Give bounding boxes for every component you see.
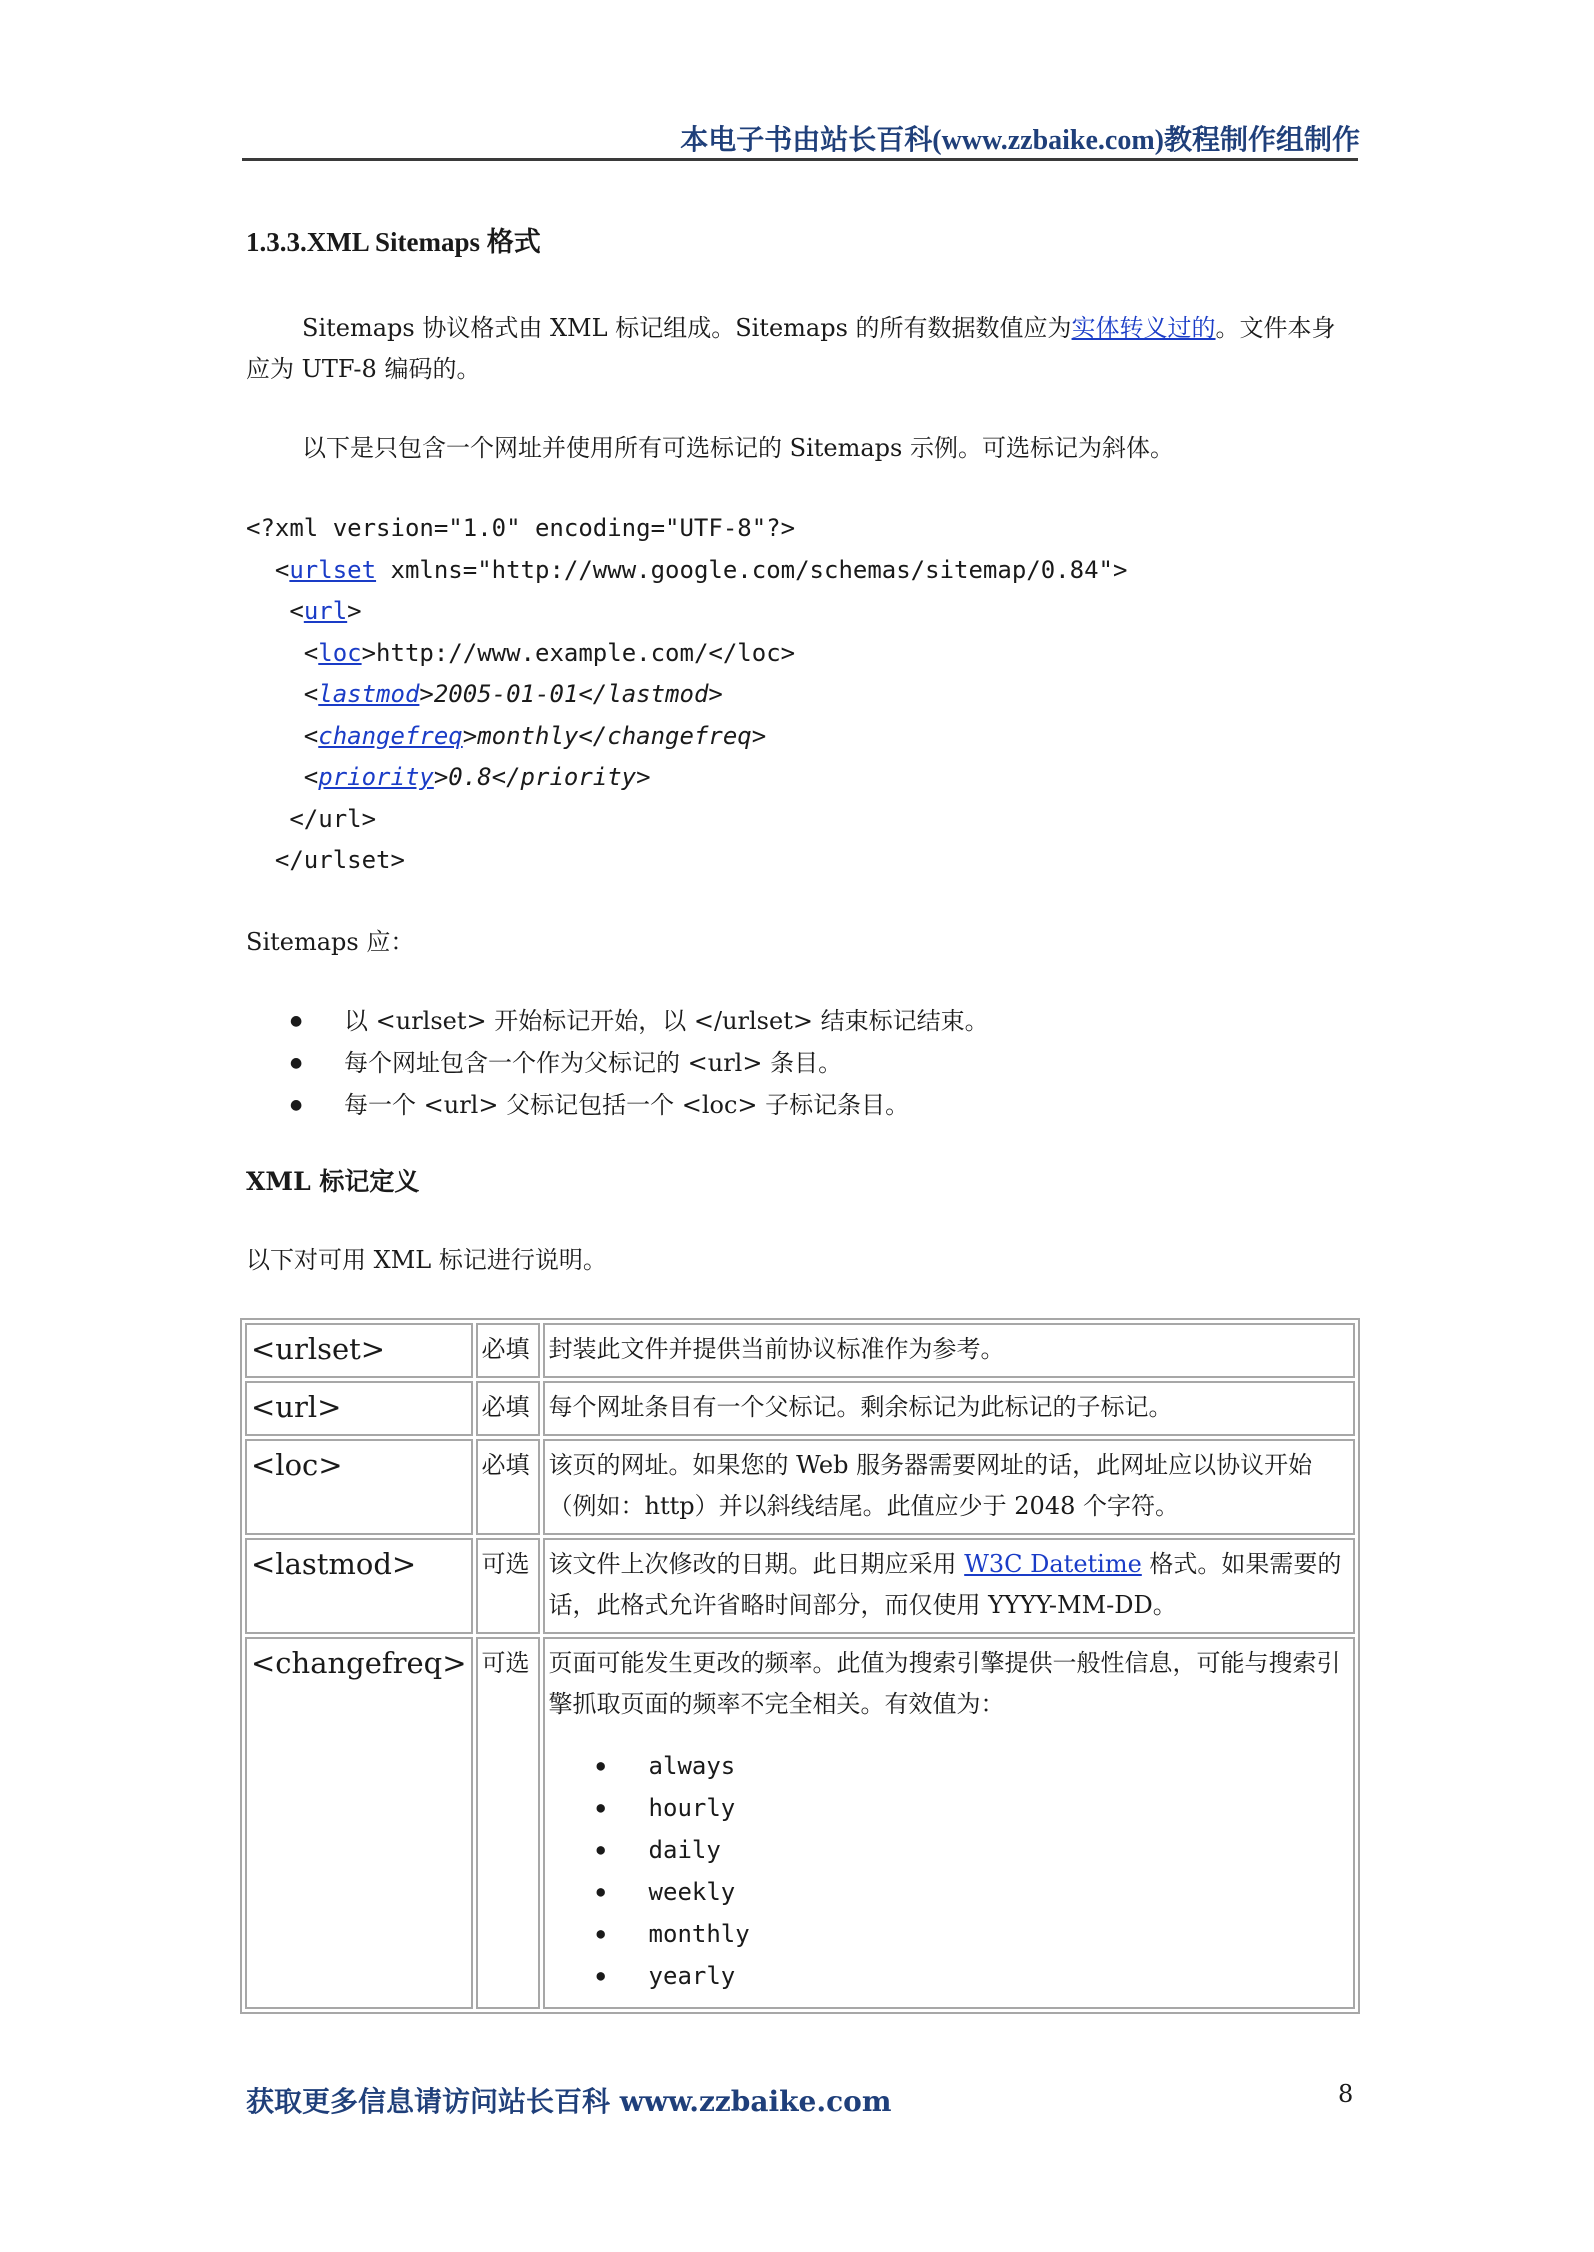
list-item: ● weekly: [549, 1871, 1349, 1913]
list-item: ● daily: [549, 1829, 1349, 1871]
tag-cell: <url>: [245, 1381, 473, 1436]
code-line: <urlset xmlns="http://www.google.com/schemas/sitemap/0.84">: [274, 555, 1128, 584]
changefreq-values-list: [549, 1745, 1349, 1997]
urlset-tag-link[interactable]: urlset: [289, 555, 377, 584]
required-cell: 必填: [476, 1323, 540, 1378]
list-item: ● 每一个 <url> 父标记包括一个 <loc> 子标记条目。: [290, 1084, 989, 1126]
required-cell: 必填: [476, 1381, 540, 1436]
header-divider: [242, 158, 1358, 161]
description-cell: 该页的网址。如果您的 Web 服务器需要网址的话，此网址应以协议开始（例如：http）并以斜线结尾。此值应少于 2048 个字符。: [543, 1439, 1355, 1535]
code-line: <changefreq>monthly</changefreq>: [303, 721, 767, 750]
xml-code-example: [246, 508, 1127, 882]
code-line: </url>: [289, 804, 377, 833]
section-title: 1.3.3.XML Sitemaps 格式: [246, 227, 541, 257]
page-footer: 获取更多信息请访问站长百科 www.zzbaike.com: [246, 2085, 892, 2118]
changefreq-tag-link[interactable]: changefreq: [318, 721, 463, 750]
table-row: [245, 1439, 1355, 1535]
description-cell: 封装此文件并提供当前协议标准作为参考。: [543, 1323, 1355, 1378]
priority-tag-link[interactable]: priority: [318, 763, 434, 791]
list-item: ● 以 <urlset> 开始标记开始，以 </urlset> 结束标记结束。: [290, 1000, 989, 1042]
code-line: <priority>0.8</priority>: [303, 763, 651, 791]
code-line: <url>: [289, 597, 362, 625]
paragraph-example-intro: 以下是只包含一个网址并使用所有可选标记的 Sitemaps 示例。可选标记为斜体。: [302, 434, 1174, 462]
code-line: <lastmod>2005-01-01</lastmod>: [303, 680, 723, 708]
page-header: 本电子书由站长百科(www.zzbaike.com)教程制作组制作: [680, 125, 1360, 156]
description-cell: 页面可能发生更改的频率。此值为搜索引擎提供一般性信息，可能与搜索引擎抓取页面的频率不完全相关。有效值为： ● always ● hourly ● daily ● weekly ● monthly ● yearly: [543, 1637, 1355, 2009]
code-line: <loc>http://www.example.com/</loc>: [303, 638, 796, 667]
description-cell: 该文件上次修改的日期。此日期应采用 W3C Datetime 格式。如果需要的话，此格式允许省略时间部分，而仅使用 YYYY-MM-DD。: [543, 1538, 1355, 1634]
w3c-datetime-link[interactable]: W3C Datetime: [964, 1550, 1142, 1578]
table-row: [245, 1381, 1355, 1436]
entity-escape-link[interactable]: 实体转义过的: [1071, 314, 1216, 342]
table-row: [245, 1323, 1355, 1378]
lastmod-tag-link[interactable]: lastmod: [318, 680, 420, 708]
table-row: [245, 1538, 1355, 1634]
paragraph-format-intro: [246, 308, 1356, 390]
paragraph-text: 。文件本身应为 UTF-8 编码的。: [246, 314, 1336, 383]
paragraph-text: Sitemaps 协议格式由 XML 标记组成。Sitemaps 的所有数据数值应为: [302, 314, 1072, 342]
sitemaps-rules-list: [290, 1000, 989, 1126]
list-item: ● always: [549, 1745, 1349, 1787]
code-line: </urlset>: [274, 846, 405, 874]
list-item: ● hourly: [549, 1787, 1349, 1829]
url-tag-link[interactable]: url: [303, 597, 348, 625]
list-item: ● monthly: [549, 1913, 1349, 1955]
tag-cell: <urlset>: [245, 1323, 473, 1378]
xml-defs-intro: 以下对可用 XML 标记进行说明。: [246, 1246, 607, 1274]
description-cell: 每个网址条目有一个父标记。剩余标记为此标记的子标记。: [543, 1381, 1355, 1436]
code-line: <?xml version="1.0" encoding="UTF-8"?>: [246, 514, 796, 542]
required-cell: 可选: [476, 1637, 540, 2009]
tag-cell: <lastmod>: [245, 1538, 473, 1634]
table-row: [245, 1637, 1355, 2009]
required-cell: 必填: [476, 1439, 540, 1535]
tag-cell: <changefreq>: [245, 1637, 473, 2009]
loc-tag-link[interactable]: loc: [318, 638, 362, 667]
xml-tag-definitions-table: [240, 1318, 1360, 2014]
list-item: ● 每个网址包含一个作为父标记的 <url> 条目。: [290, 1042, 989, 1084]
sitemaps-rules-label: Sitemaps 应：: [246, 928, 415, 956]
tag-cell: <loc>: [245, 1439, 473, 1535]
page-number: 8: [1338, 2080, 1354, 2108]
xml-defs-title: XML 标记定义: [246, 1167, 420, 1196]
required-cell: 可选: [476, 1538, 540, 1634]
list-item: ● yearly: [549, 1955, 1349, 1997]
